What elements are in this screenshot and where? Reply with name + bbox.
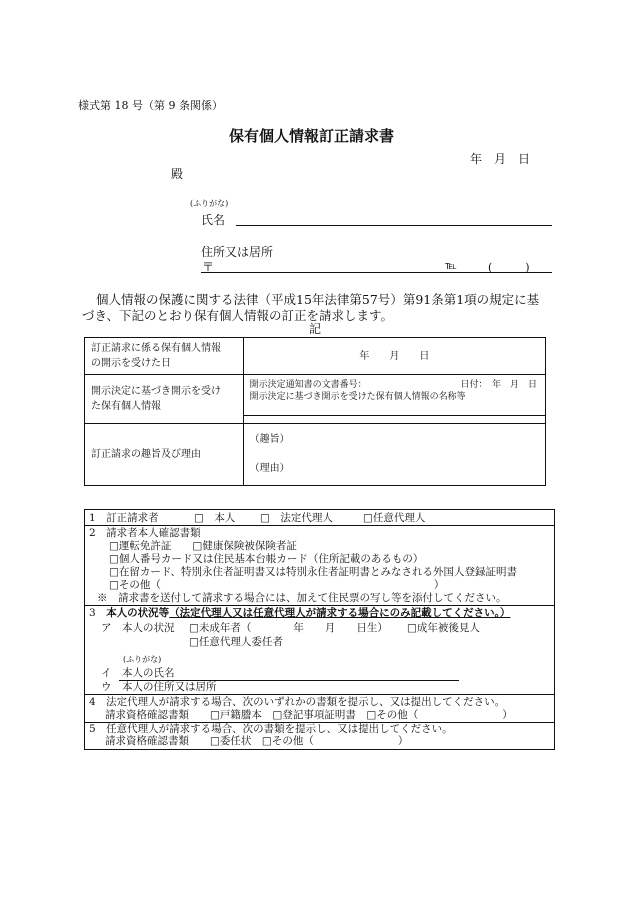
principal-status-label: ア 本人の状況: [101, 622, 175, 634]
disclosure-date-value: 年 月 日: [359, 350, 430, 362]
notice-date-label: 日付： 年 月 日: [460, 380, 537, 390]
principal-address-label: ウ 本人の住所又は居所: [101, 681, 217, 693]
date-line: 年 月 日: [470, 152, 531, 166]
section-divider: [85, 694, 554, 695]
section4-line-2[interactable]: 請求資格確認書類 □戸籍謄本 □登記事項証明書 □その他（ ）: [105, 709, 513, 721]
section3-title-underlined: （法定代理人又は任意代理人が請求する場合にのみ記載してください。）: [169, 607, 511, 619]
row-label-line: の開示を受けた日: [91, 358, 171, 369]
section3-number: 3: [89, 607, 107, 619]
page-title: 保有個人情報訂正請求書: [229, 127, 395, 145]
name-field-line[interactable]: [236, 225, 552, 226]
address-label: 住所又は居所: [201, 245, 274, 259]
principal-minor-option[interactable]: □未成年者（ 年 月 日生）: [189, 622, 388, 634]
table-row: [85, 424, 546, 486]
address-field-line[interactable]: [201, 272, 552, 273]
table-row: [85, 375, 546, 424]
form-number: 様式第 18 号（第 9 条関係）: [78, 99, 223, 112]
id-doc-line-1[interactable]: □運転免許証 □健康保険被保険者証: [109, 540, 297, 552]
purpose-reason-field[interactable]: [243, 424, 545, 486]
principal-name-label: イ 本人の氏名: [101, 667, 175, 679]
section3-title-bold: 本人の状況等: [106, 607, 170, 619]
body-text-1: 個人情報の保護に関する法律（平成15年法律第57号）第91条第1項の規定に基: [96, 292, 540, 307]
section4-line-1: 4 法定代理人が請求する場合、次のいずれかの書類を提示し、又は提出してください。: [89, 696, 506, 708]
row-label-line: た保有個人情報: [91, 401, 161, 412]
requester-legal-agent-option[interactable]: □ 法定代理人: [260, 512, 333, 524]
ki-label: 記: [309, 322, 322, 336]
section5-line-2[interactable]: 請求資格確認書類 □委任状 □その他（ ）: [105, 735, 409, 747]
furigana-label: (ふりがな): [190, 199, 229, 208]
disclosure-date-label: [85, 338, 244, 375]
purpose-reason-label: [85, 424, 244, 486]
table-row: [85, 338, 546, 375]
section5-line-1: 5 任意代理人が請求する場合、次の書類を提示し、又は提出してください。: [89, 723, 453, 735]
row-label-line: 開示決定に基づき開示を受け: [91, 386, 221, 397]
tel-mark: ℡: [445, 259, 457, 272]
requester-voluntary-agent-option[interactable]: □任意代理人: [363, 512, 426, 524]
requester-self-option[interactable]: □ 本人: [194, 512, 236, 524]
id-doc-note: ※ 請求書を送付して請求する場合には、加えて住民票の写し等を添付してください。: [97, 592, 507, 604]
section-divider: [85, 605, 554, 606]
name-label: 氏名: [201, 213, 226, 227]
principal-delegator-option[interactable]: □任意代理人委任者: [189, 636, 283, 648]
disclosure-date-field[interactable]: [243, 338, 545, 375]
requester-info-box: [84, 509, 555, 750]
disclosed-info-label: [85, 375, 244, 424]
request-details-table: [84, 337, 546, 486]
postal-mark: 〒: [202, 260, 215, 274]
reason-label: （理由）: [249, 463, 290, 474]
section1-label: 1 訂正請求者: [89, 512, 159, 524]
addressee-suffix: 殿: [171, 167, 184, 181]
field-divider: [244, 415, 545, 416]
section2-title: 2 請求者本人確認書類: [89, 527, 201, 539]
id-doc-line-3[interactable]: □在留カード、特別永住者証明書又は特別永住者証明書とみなされる外国人登録証明書: [109, 566, 517, 578]
purpose-label: （趣旨）: [249, 434, 290, 445]
disclosed-info-field[interactable]: [243, 375, 545, 424]
body-text-2: づき、下記のとおり保有個人情報の訂正を請求します。: [82, 308, 394, 323]
id-doc-line-4[interactable]: □その他（ ）: [109, 579, 445, 591]
notice-number-label: 開示決定通知書の文書番号：: [249, 380, 367, 390]
id-doc-line-2[interactable]: □個人番号カード又は住民基本台帳カード（住所記載のあるもの）: [109, 553, 424, 565]
disclosed-info-name-label: 開示決定に基づき開示を受けた保有個人情報の名称等: [249, 392, 466, 402]
section3-title: [89, 607, 510, 620]
tel-parens: ( ): [488, 261, 530, 274]
principal-adult-ward-option[interactable]: □成年被後見人: [407, 622, 480, 634]
row-label-line: 訂正請求に係る保有個人情報: [91, 343, 221, 354]
purpose-reason-label-text: 訂正請求の趣旨及び理由: [91, 449, 201, 460]
principal-furigana-label: (ふりがな): [123, 655, 162, 664]
section-divider: [85, 525, 554, 526]
